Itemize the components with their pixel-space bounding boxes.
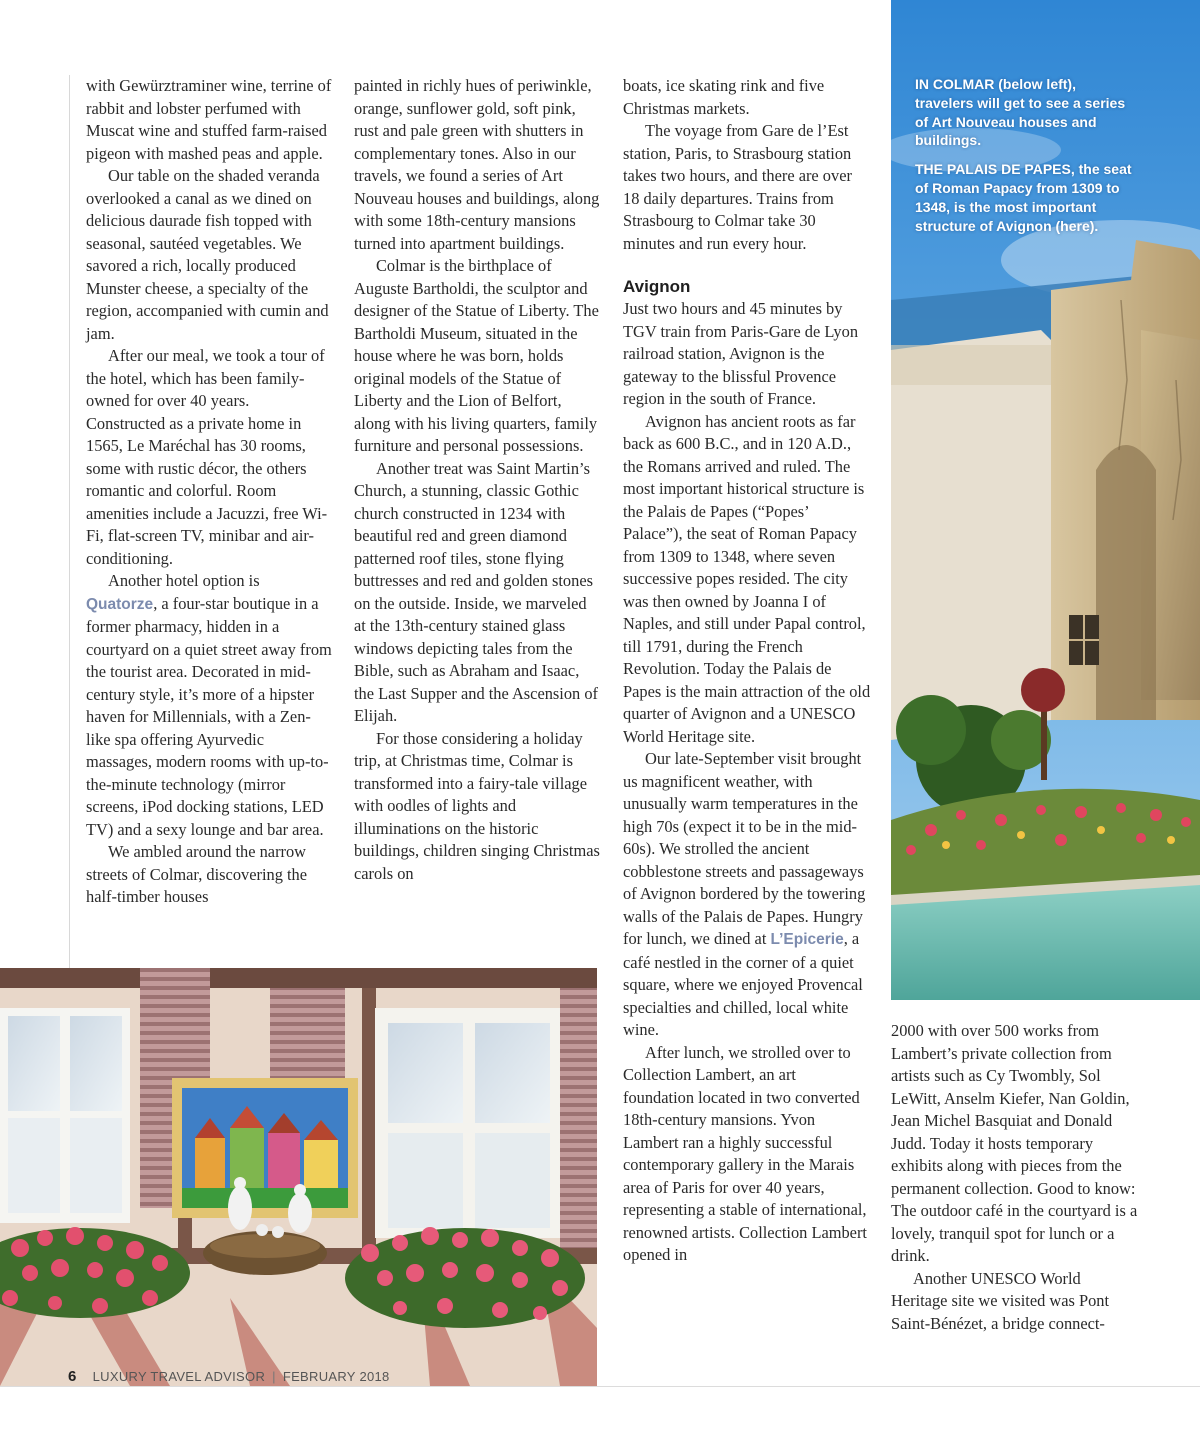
link-lepicerie[interactable]: L’Epicerie (770, 931, 844, 948)
paragraph: with Gewürztraminer wine, terrine of rabbit and lobster perfumed with Muscat wine and stuffed farm-raised pigeon with mashed peas and apple. (86, 76, 332, 163)
article-column-2 (354, 75, 602, 885)
paragraph: After our meal, we took a tour of the hotel, which has been family-owned for over 40 years. Constructed as a private home in 1565, Le Maréchal has 30 rooms, some with rustic décor, the others romantic and colorful. Room amenities include a Jacuzzi, free Wi-Fi, flat-screen TV, minibar and air-conditioning. (86, 346, 328, 568)
paragraph (86, 570, 332, 841)
paragraph: 2000 with over 500 works from Lambert’s private collection from artists such as Cy Twombly, Sol LeWitt, Anselm Kiefer, Nan Goldin, Jean Michel Basquiat and Donald Judd. Today it hosts temporary exhibits along with pieces from the permanent collection. Good to know: The outdoor café in the courtyard is a lovely, tranquil spot for lunch or a drink. (891, 1021, 1138, 1265)
paragraph: For those considering a holiday trip, at Christmas time, Colmar is transformed into a fairy-tale village with oodles of lights and illuminations on the historic buildings, children singing Christmas carols on (354, 728, 600, 883)
section-heading-avignon: Avignon (623, 277, 691, 296)
paragraph: boats, ice skating rink and five Christmas markets. (623, 76, 825, 118)
text-run: Another hotel option is (108, 571, 260, 590)
paragraph: Another treat was Saint Martin’s Church, a stunning, classic Gothic church constructed in 1234 with beautiful red and green diamond patterned roof tiles, stone flying buttresses and red and golden stones on the outside. Inside, we marveled at the 13th-century stained glass windows depicting tales from the Bible, such as Abraham and Isaac, the Last Supper and the Ascension of Elijah. (354, 458, 598, 725)
page-footer (68, 1368, 390, 1385)
publication-name: LUXURY TRAVEL ADVISOR (92, 1369, 266, 1384)
article-column-4 (891, 1020, 1141, 1335)
colmar-facade-photo (0, 968, 597, 1386)
photo-caption (915, 75, 1137, 235)
article-column-1 (86, 75, 332, 909)
paragraph: painted in richly hues of periwinkle, orange, sunflower gold, soft pink, rust and pale green with shutters in complementary tones. Also in our travels, we found a series of Art Nouveau houses and buildings, along with some 18th-century mansions turned into apartment buildings. (354, 76, 600, 253)
footer-separator: | (272, 1369, 276, 1384)
column-divider (69, 75, 70, 968)
caption-colmar: IN COLMAR (below left), travelers will get to see a series of Art Nouveau houses and buildings. (915, 76, 1126, 149)
paragraph (623, 748, 871, 1042)
issue-date: FEBRUARY 2018 (282, 1369, 390, 1384)
paragraph: Another UNESCO World Heritage site we visited was Pont Saint-Bénézet, a bridge connect- (891, 1268, 1110, 1333)
page-number: 6 (68, 1368, 77, 1385)
paragraph: The voyage from Gare de l’Est station, Paris, to Strasbourg station takes two hours, and there are over 18 daily departures. Trains from Strasbourg to Colmar take 30 minutes and run every hour. (623, 121, 852, 253)
paragraph: Colmar is the birthplace of Auguste Bartholdi, the sculptor and designer of the Statue of Liberty. The Bartholdi Museum, situated in the house where he was born, holds original models of the Statue of Liberty and the Lion of Belfort, along with his living quarters, family furniture and personal possessions. (354, 256, 599, 455)
text-run: , a café nestled in the corner of a quiet square, where we enjoyed Provencal specialties and chilled, local white wine. (623, 929, 863, 1039)
paragraph: After lunch, we strolled over to Collection Lambert, an art foundation located in two converted 18th-century mansions. Yvon Lambert ran a highly successful contemporary gallery in the Marais area of Paris for over 40 years, representing a stable of international, renowned artists. Collection Lambert opened in (623, 1042, 867, 1264)
article-column-3 (623, 75, 871, 1267)
footer-divider (0, 1386, 1200, 1387)
text-run: Our late-September visit brought us magnificent weather, with unusually warm temperatures in the high 70s (expect it to be in the mid-60s). We strolled the ancient cobblestone streets and passageways of Avignon bordered by the towering walls of the Palais de Papes. Hungry for lunch, we dined at (623, 749, 866, 948)
paragraph: Just two hours and 45 minutes by TGV train from Paris-Gare de Lyon railroad station, Avignon is the gateway to the blissful Provence region in the south of France. (623, 299, 859, 408)
paragraph: Our table on the shaded veranda overlooked a canal as we dined on delicious daurade fish topped with seasonal, sautéed vegetables. We savored a rich, locally produced Munster cheese, a specialty of the region, accompanied with cumin and jam. (86, 166, 329, 343)
caption-avignon: THE PALAIS DE PAPES, the seat of Roman Papacy from 1309 to 1348, is the most important structure of Avignon (here). (915, 161, 1132, 234)
paragraph: Avignon has ancient roots as far back as 600 B.C., and in 120 A.D., the Romans arrived and ruled. The most important historical structure is the Palais de Papes (“Popes’ Palace”), the seat of Roman Papacy from 1309 to 1348, where seven successive popes resided. The city was then owned by Joanna I of Naples, and still under Papal control, till 1791, during the French Revolution. Today the Palais de Papes is the main attraction of the old quarter of Avignon and a UNESCO World Heritage site. (623, 411, 871, 746)
link-quatorze[interactable]: Quatorze (86, 595, 154, 613)
text-run: , a four-star boutique in a former pharmacy, hidden in a courtyard on a quiet street away from the tourist area. Decorated in mid-century style, it’s more of a hipster haven for Millennials, with a Zen-like spa offering Ayurvedic massages, modern rooms with up-to-the-minute technology (mirror screens, iPod docking stations, LED TV) and a sexy lounge and bar area. (86, 593, 332, 839)
paragraph: We ambled around the narrow streets of Colmar, discovering the half-timber houses (86, 842, 308, 906)
